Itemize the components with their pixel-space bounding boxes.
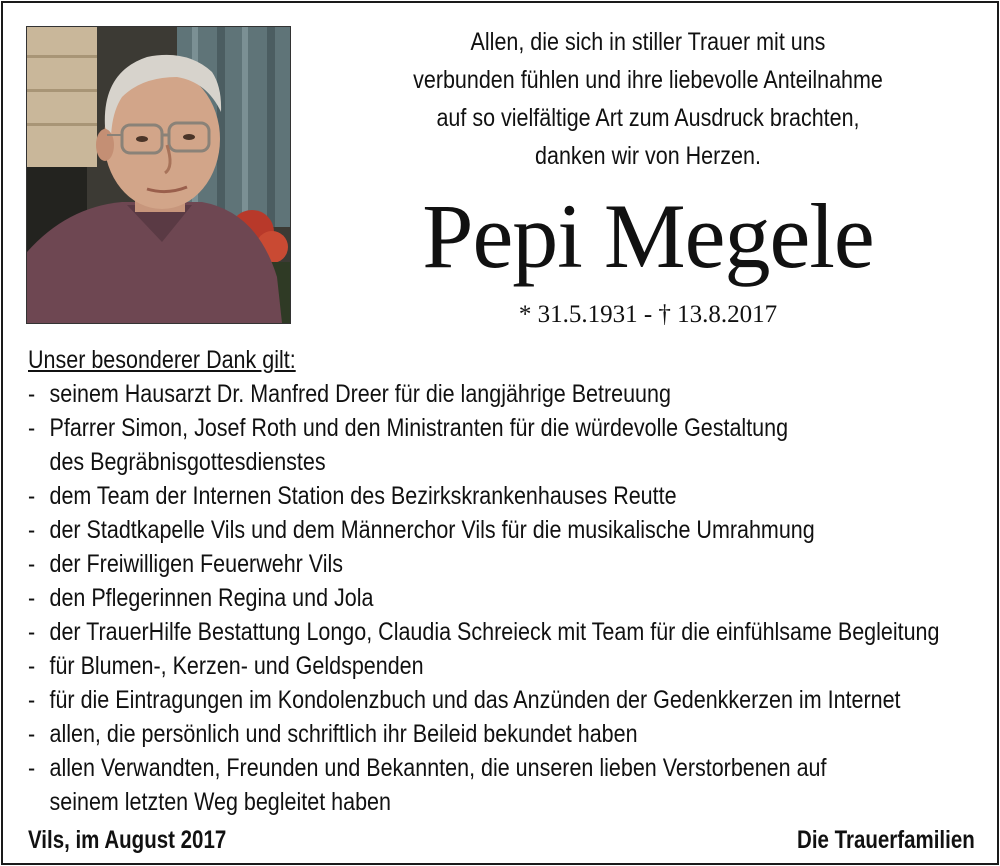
bullet-dash: -	[28, 584, 36, 612]
thanks-item-text: Pfarrer Simon, Josef Roth und den Ministranten für die würdevolle Gestaltung	[49, 414, 789, 442]
intro-line: auf so vielfältige Art zum Ausdruck brachten,	[436, 104, 860, 132]
thanks-item-text: allen, die persönlich und schriftlich ihr Beileid bekundet haben	[49, 720, 638, 748]
thanks-item	[28, 479, 991, 513]
thanks-item-text: seinem letzten Weg begleitet haben	[49, 788, 391, 816]
thanks-item-text: für die Eintragungen im Kondolenzbuch und das Anzünden der Gedenkkerzen im Internet	[49, 686, 901, 714]
bullet-dash: -	[28, 380, 36, 408]
thanks-item	[28, 683, 991, 717]
intro-line: Allen, die sich in stiller Trauer mit uns	[470, 28, 826, 56]
bullet-dash: -	[28, 414, 36, 442]
portrait-photo	[26, 26, 291, 324]
bullet-dash: -	[28, 618, 36, 646]
thanks-item	[28, 547, 991, 581]
thanks-item-text: dem Team der Internen Station des Bezirkskrankenhauses Reutte	[49, 482, 677, 510]
thanks-item	[28, 717, 991, 751]
thanks-section	[28, 343, 991, 819]
place-date: Vils, im August 2017	[28, 826, 227, 854]
bullet-dash: -	[28, 754, 36, 782]
bullet-dash: -	[28, 652, 36, 680]
thanks-heading: Unser besonderer Dank gilt:	[28, 346, 296, 374]
life-dates: * 31.5.1931 - † 13.8.2017	[518, 301, 778, 328]
thanks-item-text: der Freiwilligen Feuerwehr Vils	[49, 550, 344, 578]
intro-line: verbunden fühlen und ihre liebevolle Anteilnahme	[413, 66, 883, 94]
thanks-list	[28, 377, 991, 819]
bullet-dash: -	[28, 550, 36, 578]
portrait-photo-icon	[27, 27, 290, 323]
thanks-item-text: seinem Hausarzt Dr. Manfred Dreer für die langjährige Betreuung	[49, 380, 671, 408]
thanks-item	[28, 649, 991, 683]
thanks-item	[28, 751, 991, 819]
thanks-item-text: der TrauerHilfe Bestattung Longo, Claudia Schreieck mit Team für die einfühlsame Begleitung	[49, 618, 940, 646]
thanks-item-text: des Begräbnisgottesdienstes	[49, 448, 326, 476]
thanks-item	[28, 411, 991, 479]
thanks-item	[28, 615, 991, 649]
thanks-item	[28, 513, 991, 547]
thanks-item	[28, 581, 991, 615]
bullet-dash: -	[28, 686, 36, 714]
thanks-item-text: allen Verwandten, Freunden und Bekannten, die unseren lieben Verstorbenen auf	[49, 754, 827, 782]
thanks-item-text: den Pflegerinnen Regina und Jola	[49, 584, 374, 612]
thanks-item-text: für Blumen-, Kerzen- und Geldspenden	[49, 652, 424, 680]
thanks-item	[28, 377, 991, 411]
bullet-dash: -	[28, 720, 36, 748]
deceased-name: Pepi Megele	[422, 185, 874, 287]
bullet-dash: -	[28, 482, 36, 510]
bullet-dash: -	[28, 516, 36, 544]
intro-line: danken wir von Herzen.	[535, 142, 761, 170]
intro-text	[351, 23, 944, 175]
thanks-item-text: der Stadtkapelle Vils und dem Männerchor Vils für die musikalische Umrahmung	[49, 516, 815, 544]
obituary-notice	[1, 1, 999, 865]
signature: Die Trauerfamilien	[797, 826, 975, 854]
